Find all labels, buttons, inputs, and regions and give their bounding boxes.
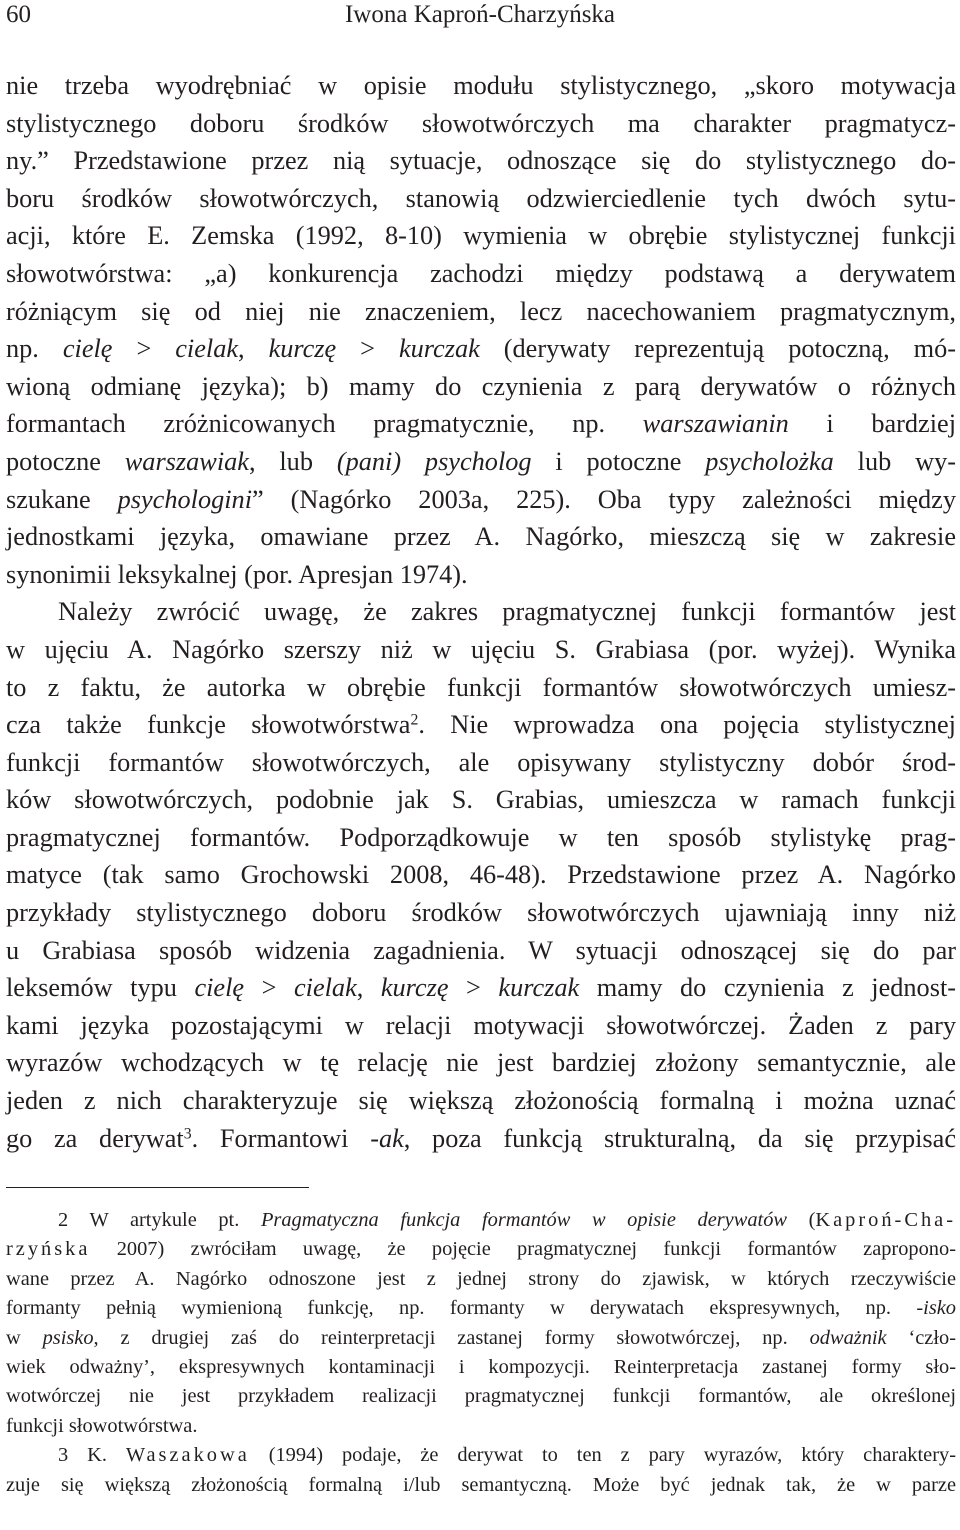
footnote-separator: [6, 1187, 309, 1188]
footnote-line: rzyńska 2007) zwróciłam uwagę, że pojęcie pragmatycznej funkcji formantów zapropono-: [6, 1238, 956, 1261]
paragraph-start-line: Należy zwrócić uwagę, że zakres pragmatycznej funkcji formantów jest: [58, 597, 956, 627]
text-line: matyce (tak samo Grochowski 2008, 46-48). Przedstawione przez A. Nagórko: [6, 860, 956, 890]
footnote-line: w psisko, z drugiej zaś do reinterpretacji zastanej formy słowotwórczej, np. odważnik ‘czło-: [6, 1326, 957, 1349]
footnote-3: 3 K. Waszakowa (1994) podaje, że derywat to ten z pary wyrazów, który charaktery-: [58, 1444, 956, 1467]
text-line: cza także funkcje słowotwórstwa$^2$. Nie wprowadza ona pojęcia stylistycznej: [6, 710, 956, 740]
text-line: funkcji formantów słowotwórczych, ale opisywany stylistyczny dobór środ-: [6, 747, 956, 777]
text-line: pragmatycznej formantów. Podporządkowuje w ten sposób stylistykę prag-: [6, 822, 956, 852]
text-line: nie trzeba wyodrębniać w opisie modułu stylistycznego, „skoro motywacja: [6, 71, 956, 100]
text-line: formantach zróżnicowanych pragmatycznie, np. warszawianin i bardziej: [6, 409, 957, 439]
text-line: potoczne warszawiak, lub (pani) psycholog i potoczne psycholożka lub wy-: [6, 446, 956, 476]
text-line: synonimii leksykalnej (por. Apresjan 1974).: [6, 559, 468, 589]
text-line: acji, które E. Zemska (1992, 8-10) wymienia w obrębie stylistycznej funkcji: [6, 221, 956, 251]
footnote-ref-3[interactable]: 3: [183, 1124, 192, 1142]
text-line: go za derywat$^3$. Formantowi -ak, poza funkcją strukturalną, da się przypisać: [6, 1123, 957, 1153]
text-line: leksemów typu cielę > cielak, kurczę > kurczak mamy do czynienia z jednost-: [6, 973, 957, 1003]
page-number: 60: [6, 1, 31, 28]
footnote-line: wotwórczej nie jest przykładem realizacji pragmatycznej funkcji formantów, ale określonej: [6, 1385, 956, 1408]
body-text: [6, 67, 956, 1157]
text-line: u Grabiasa sposób widzenia zagadnienia. W sytuacji odnoszącej się do par: [6, 935, 956, 965]
footnote-line: wiek odważny’, ekspresywnych kontaminacji i kompozycji. Reinterpretacja zastanej formy sło-: [6, 1355, 956, 1378]
text-line: szukane psychologini” (Nagórko 2003a, 225). Oba typy zależności między: [6, 484, 956, 514]
text-line: jeden z nich charakteryzuje się większą złożonością formalną i można uznać: [6, 1086, 956, 1116]
text-line: to z faktu, że autorka w obrębie funkcji formantów słowotwórczych umiesz-: [6, 672, 956, 702]
footnote-line: formanty pełnią wymienioną funkcję, np. formanty w derywatach ekspresywnych, np. -isko: [6, 1297, 956, 1320]
text-line: wioną odmianę języka); b) mamy do czynienia z parą derywatów o różnych: [6, 371, 956, 401]
footnote-2: 2 W artykule pt. Pragmatyczna funkcja formantów w opisie derywatów (Kaproń-Cha-: [58, 1209, 956, 1231]
text-line: słowotwórstwa: „a) konkurencja zachodzi między podstawą a derywatem: [6, 258, 956, 288]
footnote-line: wane przez A. Nagórko odnoszone jest z jednej strony do zjawisk, w których rzeczywiście: [6, 1267, 956, 1290]
text-line: przykłady stylistycznego doboru środków słowotwórczych ujawniają inny niż: [6, 898, 956, 928]
text-line: np. cielę > cielak, kurczę > kurczak (derywaty reprezentują potoczną, mó-: [6, 334, 956, 364]
text-line: ków słowotwórczych, podobnie jak S. Grabias, umieszcza w ramach funkcji: [6, 785, 956, 815]
text-line: w ujęciu A. Nagórko szerszy niż w ujęciu S. Grabiasa (por. wyżej). Wynika: [6, 634, 956, 664]
text-line: boru środków słowotwórczych, stanowią odzwierciedlenie tych dwóch sytu-: [6, 183, 956, 213]
text-line: stylistycznego doboru środków słowotwórczych ma charakter pragmatycz-: [6, 108, 956, 138]
footnote-ref-2[interactable]: 2: [410, 711, 419, 729]
text-line: wyrazów wchodzących w tę relację nie jest bardziej złożony semantycznie, ale: [6, 1048, 956, 1078]
running-head-author: Iwona Kaproń-Charzyńska: [344, 1, 616, 28]
running-header: [6, 0, 954, 30]
text-line: jednostkami języka, omawiane przez A. Nagórko, mieszczą się w zakresie: [6, 522, 956, 552]
text-line: różniącym się od niej nie znaczeniem, lecz nacechowaniem pragmatycznym,: [6, 296, 956, 326]
footnotes: [6, 1206, 956, 1500]
text-line: ny.” Przedstawione przez nią sytuacje, odnoszące się do stylistycznego do-: [6, 146, 956, 176]
footnote-line: zuje się większą złożonością formalną i/lub semantyczną. Może być jednak tak, że w parze: [6, 1473, 956, 1496]
text-line: kami języka pozostającymi w relacji motywacji słowotwórczej. Żaden z pary: [6, 1010, 956, 1040]
footnote-line: funkcji słowotwórstwa.: [6, 1414, 198, 1437]
